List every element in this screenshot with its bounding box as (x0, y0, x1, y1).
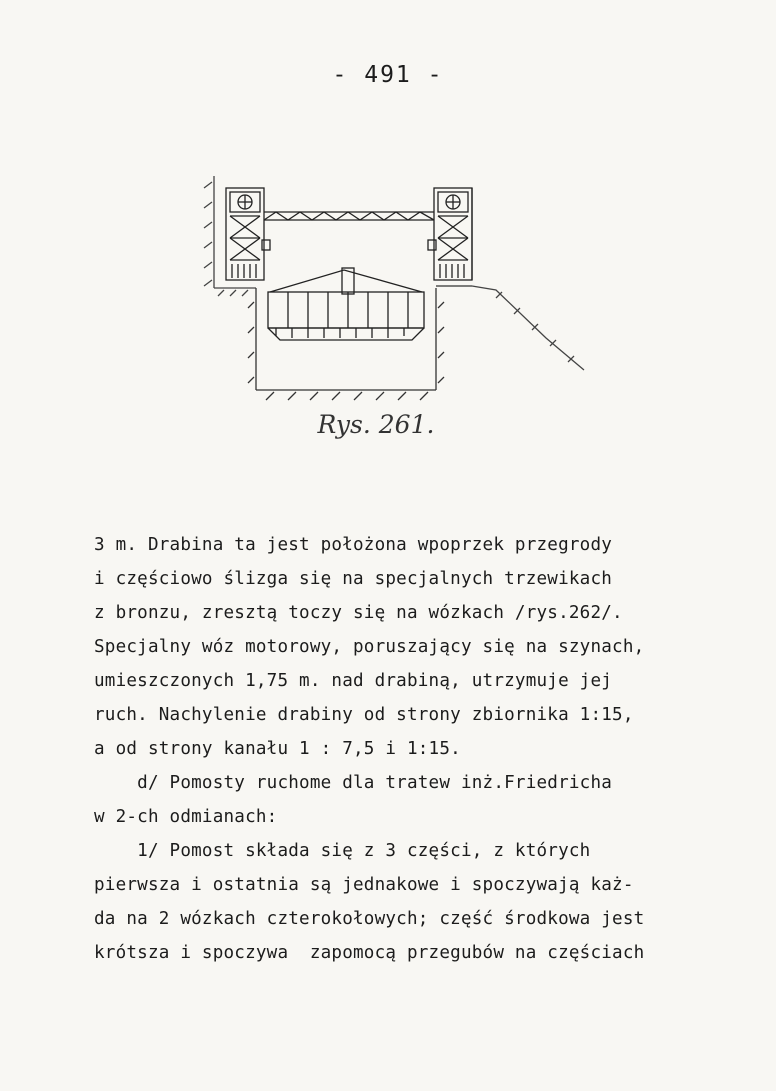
left-tower (226, 188, 270, 280)
text-line: 3 m. Drabina ta jest położona wpoprzek przegrody (94, 535, 613, 555)
figure-caption: Rys. 261. (317, 410, 435, 439)
text-line: w 2-ch odmianach: (94, 807, 278, 827)
channel (248, 286, 472, 400)
text-line: d/ Pomosty ruchome dla tratew inż.Friedricha (94, 773, 613, 793)
text-line: da na 2 wózkach czterokołowych; część środkowa jest (94, 909, 645, 929)
text-line: pierwsza i ostatnia są jednakowe i spoczywają każ- (94, 875, 634, 895)
text-line: a od strony kanału 1 : 7,5 i 1:15. (94, 739, 461, 759)
right-bank-slope (472, 286, 584, 370)
text-line: i częściowo ślizga się na specjalnych trzewikach (94, 569, 613, 589)
raft (268, 268, 424, 340)
text-line: umieszczonych 1,75 m. nad drabiną, utrzymuje jej (94, 671, 613, 691)
text-line: krótsza i spoczywa zapomocą przegubów na częściach (94, 943, 645, 963)
page-number: - 491 - (332, 62, 444, 88)
text-line: z bronzu, zresztą toczy się na wózkach /rys.262/. (94, 603, 623, 623)
lock-gate-cross-section-drawing (196, 168, 596, 418)
top-girder (264, 212, 434, 220)
text-line: 1/ Pomost składa się z 3 części, z których (94, 841, 591, 861)
text-line: ruch. Nachylenie drabiny od strony zbiornika 1:15, (94, 705, 634, 725)
body-text (94, 528, 704, 970)
text-line: Specjalny wóz motorowy, poruszający się na szynach, (94, 637, 645, 657)
right-tower (428, 188, 472, 280)
